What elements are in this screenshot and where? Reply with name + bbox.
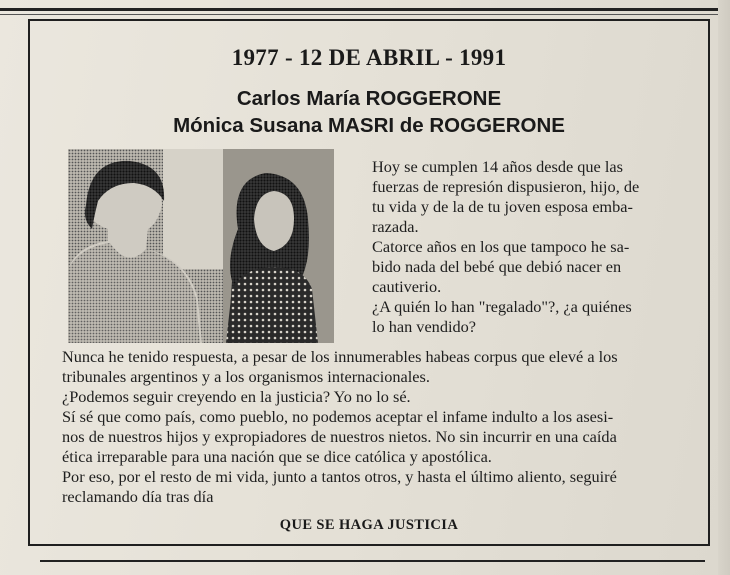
story-line: bido nada del bebé que debió nacer en: [372, 257, 622, 276]
top-rule: [0, 8, 730, 11]
photo-portrait-couple-icon: [68, 149, 334, 343]
notice-dates: 1977 - 12 DE ABRIL - 1991: [231, 45, 507, 70]
story-line: Por eso, por el resto de mi vida, junto a tantos otros, y hasta el último aliento, seguiré: [62, 467, 617, 486]
portrait-photo: [68, 149, 334, 343]
story-line: reclamando día tras día: [62, 487, 214, 506]
story-line: Nunca he tenido respuesta, a pesar de los innumerables habeas corpus que elevé a los: [62, 347, 618, 366]
story-column-right: [372, 157, 702, 337]
story-line: nos de nuestros hijos y expropiadores de nuestros nietos. No sin incurrir en una caída: [62, 427, 617, 446]
story-line: ¿A quién lo han "regalado"?, ¿a quiénes: [372, 297, 632, 316]
story-line: Catorce años en los que tampoco he sa-: [372, 237, 630, 256]
name-line-1: Carlos María ROGGERONE: [236, 87, 502, 110]
name-line-2: Mónica Susana MASRI de ROGGERONE: [173, 114, 565, 137]
story-line: lo han vendido?: [372, 317, 476, 336]
story-full-width: [62, 347, 702, 507]
top-rule-thin: [0, 14, 730, 15]
memorial-notice: [28, 19, 710, 546]
bottom-rule: [40, 560, 705, 562]
page-edge: [718, 0, 730, 575]
closing-slogan: QUE SE HAGA JUSTICIA: [279, 517, 459, 533]
story-line: fuerzas de represión dispusieron, hijo, de: [372, 177, 640, 196]
story-line: cautiverio.: [372, 277, 442, 296]
story-line: razada.: [372, 217, 419, 236]
story-line: tribunales argentinos y a los organismos internacionales.: [62, 367, 430, 386]
story-line: ¿Podemos seguir creyendo en la justicia? Yo no lo sé.: [62, 387, 411, 406]
story-line: ética irreparable para una nación que se dice católica y apostólica.: [62, 447, 492, 466]
story-line: tu vida y de la de tu joven esposa emba-: [372, 197, 633, 216]
story-line: Hoy se cumplen 14 años desde que las: [372, 157, 623, 176]
story-line: Sí sé que como país, como pueblo, no podemos aceptar el infame indulto a los asesi-: [62, 407, 614, 426]
